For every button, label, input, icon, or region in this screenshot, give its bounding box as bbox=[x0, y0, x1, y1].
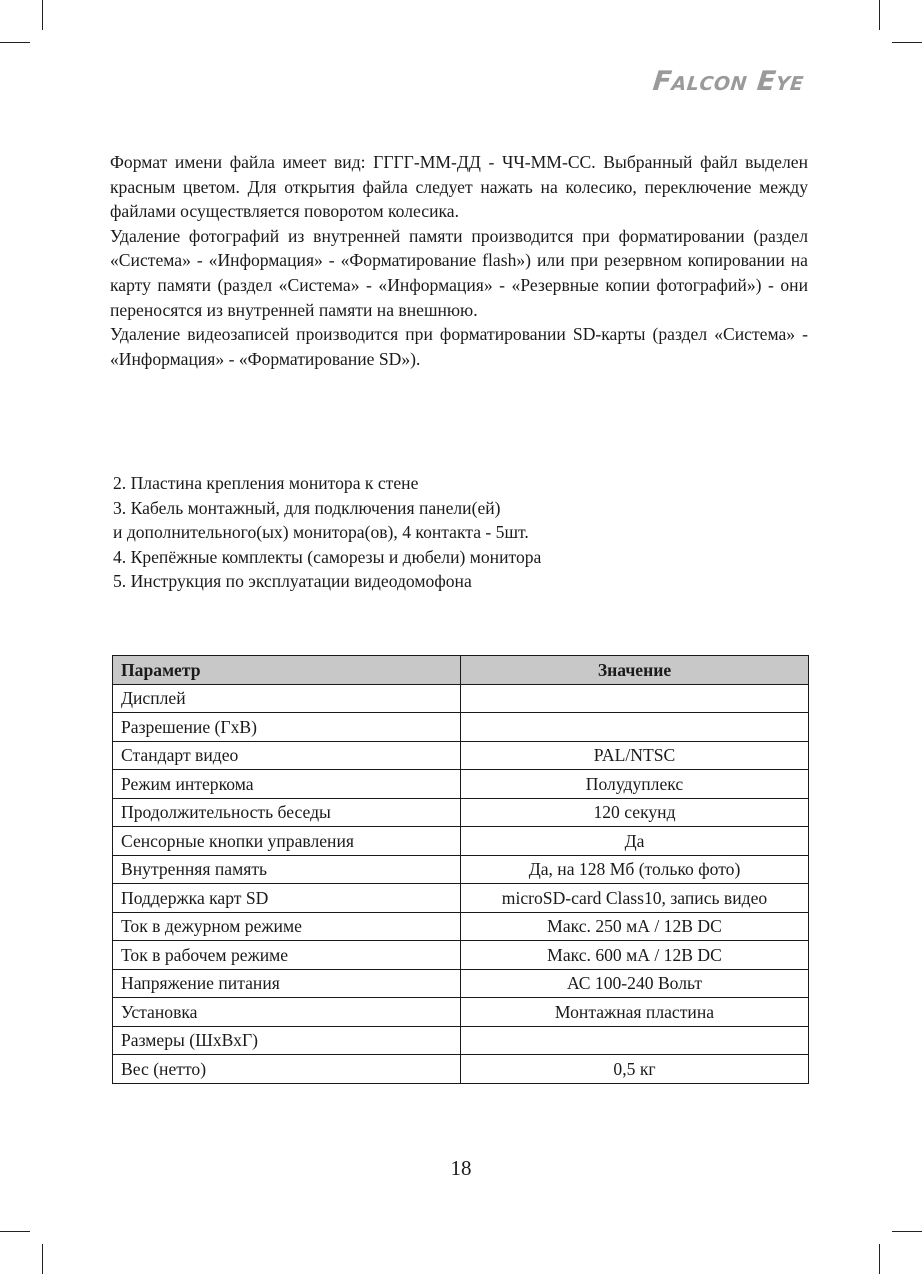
parameter-cell: Стандарт видео bbox=[113, 741, 461, 770]
parameter-cell: Режим интеркома bbox=[113, 770, 461, 799]
column-header-value: Значение bbox=[461, 656, 809, 685]
value-cell: Да, на 128 Мб (только фото) bbox=[461, 855, 809, 884]
brand-logo: Falcon Eye bbox=[651, 66, 806, 97]
table-row bbox=[113, 941, 809, 970]
parameter-cell: Ток в рабочем режиме bbox=[113, 941, 461, 970]
crop-mark bbox=[892, 1231, 922, 1232]
column-header-parameter: Параметр bbox=[113, 656, 461, 685]
table-row bbox=[113, 1055, 809, 1084]
parameter-cell: Сенсорные кнопки управления bbox=[113, 827, 461, 856]
table-row bbox=[113, 855, 809, 884]
instructions-text bbox=[110, 150, 808, 371]
value-cell: АС 100-240 Вольт bbox=[461, 969, 809, 998]
parameter-cell: Напряжение питания bbox=[113, 969, 461, 998]
paragraph: Удаление фотографий из внутренней памяти производится при форматировании (раздел «Система» - «Информация» - «Форматирование flash») или при резервном копировании на карту памяти (раздел «Система» - «Информация» - «Резервные копии фотографий») - они переносятся из внутренней памяти на внешнюю. bbox=[110, 225, 808, 320]
value-cell: 0,5 кг bbox=[461, 1055, 809, 1084]
table-row bbox=[113, 713, 809, 742]
crop-mark bbox=[879, 0, 880, 30]
value-cell: Монтажная пластина bbox=[461, 998, 809, 1027]
value-cell bbox=[461, 684, 809, 713]
crop-mark bbox=[42, 1244, 43, 1274]
parameter-cell: Внутренняя память bbox=[113, 855, 461, 884]
value-cell: Да bbox=[461, 827, 809, 856]
table-row bbox=[113, 770, 809, 799]
table-header-row bbox=[113, 656, 809, 685]
value-cell bbox=[461, 713, 809, 742]
table-row bbox=[113, 1026, 809, 1055]
table-row bbox=[113, 741, 809, 770]
table-row bbox=[113, 798, 809, 827]
value-cell: PAL/NTSC bbox=[461, 741, 809, 770]
value-cell: microSD-card Class10, запись видео bbox=[461, 884, 809, 913]
value-cell: Полудуплекс bbox=[461, 770, 809, 799]
table-row bbox=[113, 684, 809, 713]
table-row bbox=[113, 998, 809, 1027]
crop-mark bbox=[0, 42, 30, 43]
parameter-cell: Продолжительность беседы bbox=[113, 798, 461, 827]
table-row bbox=[113, 912, 809, 941]
parameter-cell: Разрешение (ГхВ) bbox=[113, 713, 461, 742]
parameter-cell: Вес (нетто) bbox=[113, 1055, 461, 1084]
list-item: и дополнительного(ых) монитора(ов), 4 контакта - 5шт. bbox=[113, 522, 529, 543]
crop-mark bbox=[892, 42, 922, 43]
value-cell: 120 секунд bbox=[461, 798, 809, 827]
specifications-table bbox=[112, 655, 809, 1084]
parameter-cell: Размеры (ШхВхГ) bbox=[113, 1026, 461, 1055]
table-row bbox=[113, 969, 809, 998]
crop-mark bbox=[42, 0, 43, 30]
list-item: 5. Инструкция по эксплуатации видеодомофона bbox=[113, 571, 472, 592]
paragraph: Формат имени файла имеет вид: ГГГГ-ММ-ДД - ЧЧ-ММ-СС. Выбранный файл выделен красным цветом. Для открытия файла следует нажать на колесико, переключение между файлами осуществляется поворотом колесика. bbox=[110, 152, 808, 222]
paragraph: Удаление видеозаписей производится при форматировании SD-карты (раздел «Система» - «Информация» - «Форматирование SD»). bbox=[110, 324, 808, 369]
parameter-cell: Ток в дежурном режиме bbox=[113, 912, 461, 941]
list-item: 4. Крепёжные комплекты (саморезы и дюбели) монитора bbox=[113, 546, 542, 567]
parameter-cell: Установка bbox=[113, 998, 461, 1027]
page-number: 18 bbox=[450, 1156, 472, 1180]
table-row bbox=[113, 884, 809, 913]
parameter-cell: Поддержка карт SD bbox=[113, 884, 461, 913]
package-contents-list bbox=[113, 471, 713, 594]
table-row bbox=[113, 827, 809, 856]
crop-mark bbox=[0, 1231, 30, 1232]
value-cell: Макс. 600 мА / 12В DC bbox=[461, 941, 809, 970]
list-item: 2. Пластина крепления монитора к стене bbox=[113, 473, 419, 493]
crop-mark bbox=[879, 1244, 880, 1274]
list-item: 3. Кабель монтажный, для подключения панели(ей) bbox=[113, 497, 501, 518]
parameter-cell: Дисплей bbox=[113, 684, 461, 713]
value-cell bbox=[461, 1026, 809, 1055]
value-cell: Макс. 250 мА / 12В DC bbox=[461, 912, 809, 941]
